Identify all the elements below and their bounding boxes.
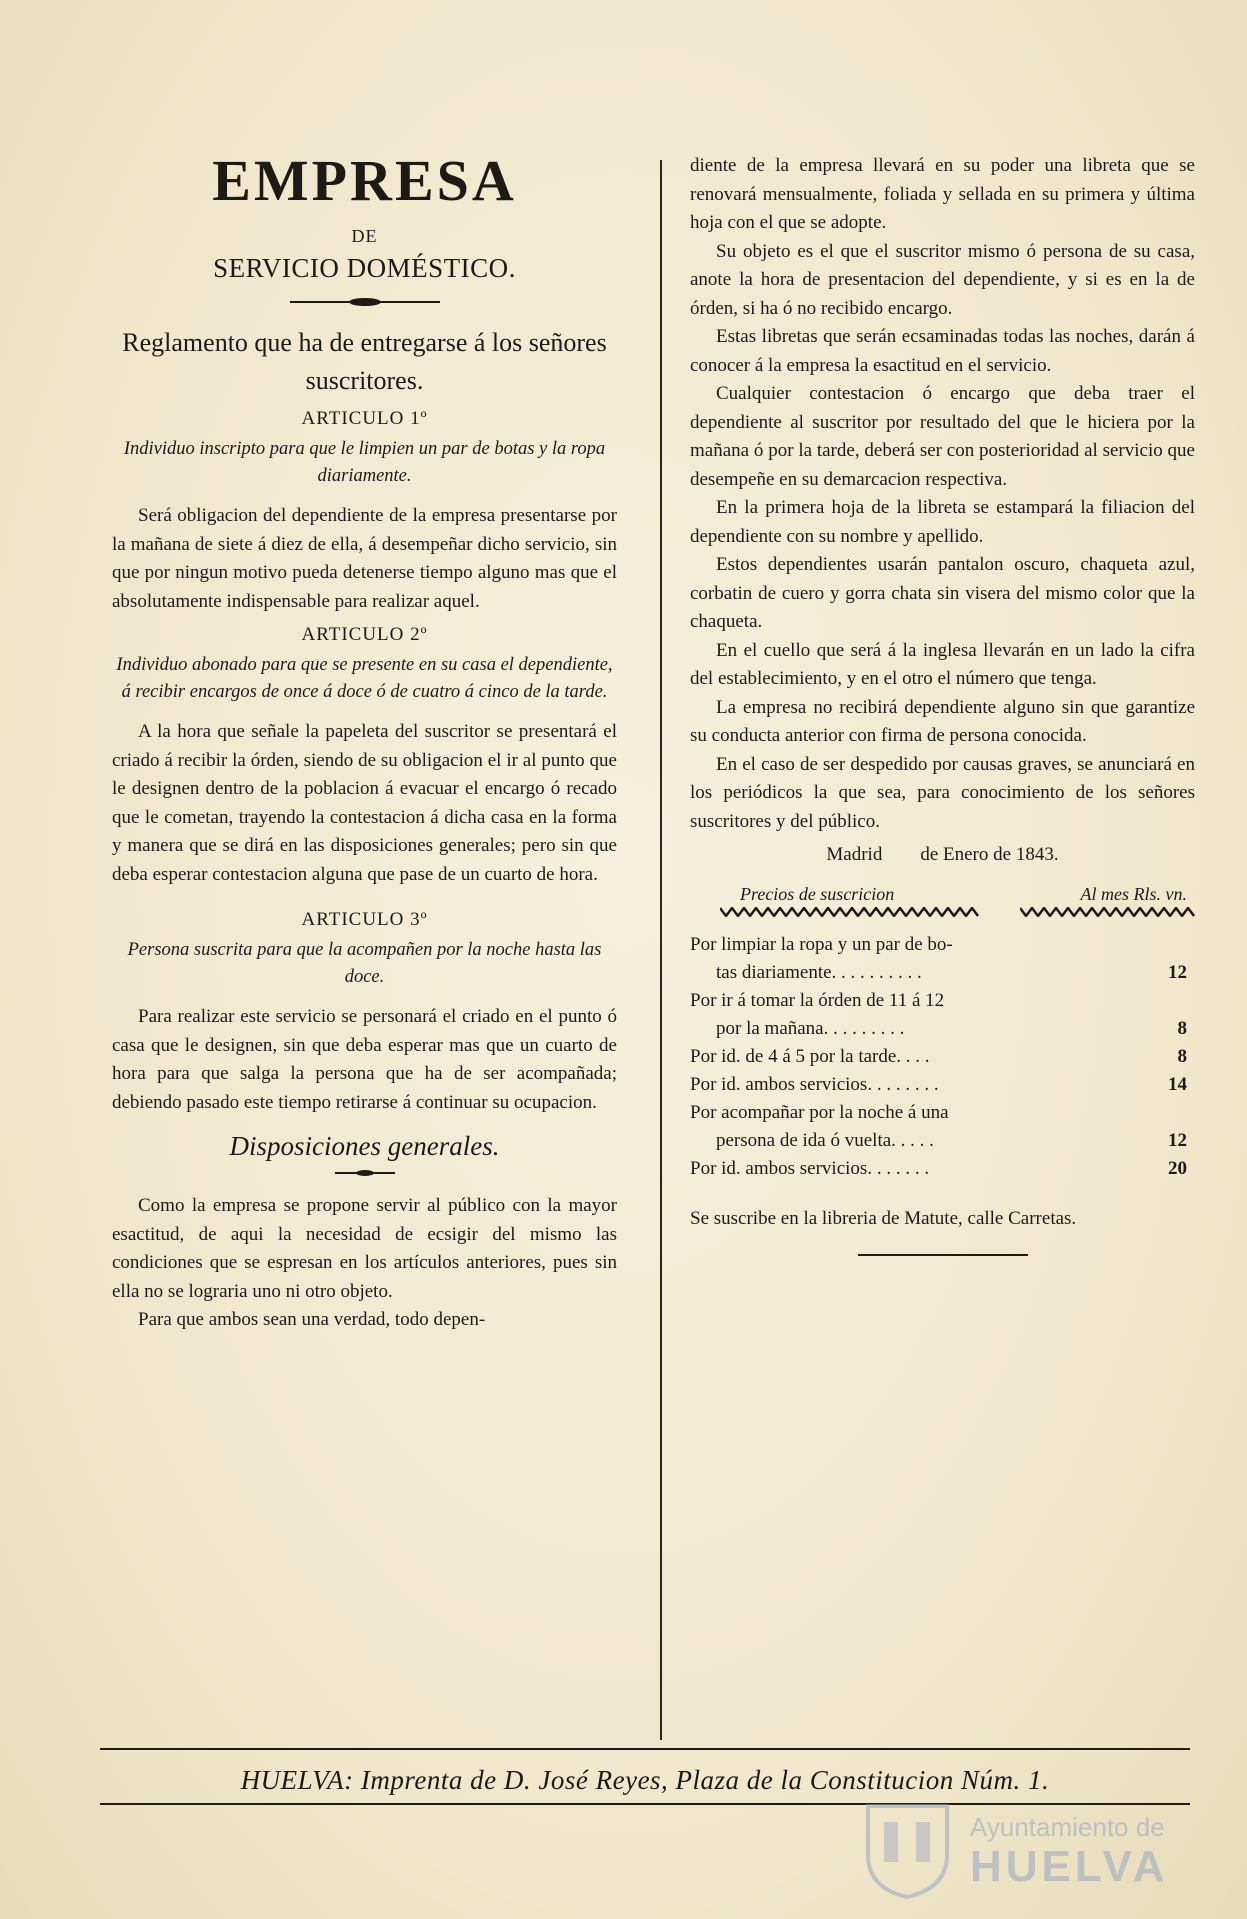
right-paragraph-2: Estas libretas que serán ecsaminadas todas las noches, darán á conocer á la empresa la esactitud en el servicio. <box>690 326 1195 376</box>
article-1-body: Será obligacion del dependiente de la empresa presentarse por la mañana de siete á diez de ella, á desempeñar dicho servicio, sin que por ningun motivo pueda detenerse tiempo alguno mas que el absolutamente indispensable para realizar aquel. <box>112 505 617 612</box>
general-provisions-title: Disposiciones generales. <box>229 1131 500 1161</box>
watermark-line1: Ayuntamiento de <box>970 1812 1165 1842</box>
price-row-1-line2: tas diariamente. . . . . . . . . . <box>716 962 922 983</box>
right-column <box>690 152 1195 1256</box>
ornament-divider <box>290 296 440 308</box>
price-row-4-line1: Por id. ambos servicios. . . . . . . . <box>690 1074 939 1095</box>
watermark-line2: HUELVA <box>970 1842 1169 1891</box>
zigzag-rules <box>690 907 1195 917</box>
article-2-body: A la hora que señale la papeleta del suscritor se presentará el criado á recibir la órden, siendo de su obligacion el ir al punto que le designen dentro de la poblacion á evacuar el encargo ó recado que le cometan, trayendo la contestacion á dicha casa en la forma y manera que se dirá en las disposiciones generales; pero sin que deba esperar contestacion alguna que pase de un cuarto de hora. <box>112 721 617 885</box>
article-2-heading: ARTICULO 2º <box>301 624 428 645</box>
closing-rule <box>858 1254 1028 1256</box>
archive-watermark <box>860 1800 1190 1900</box>
price-table-header <box>690 884 1195 905</box>
right-paragraph-8: En el caso de ser despedido por causas graves, se anunciará en los periódicos la que sea, para conocimiento de los señores suscritores y del público. <box>690 753 1195 832</box>
price-row <box>690 987 1195 1043</box>
price-row-4-value: 14 <box>1168 1074 1187 1095</box>
left-column <box>112 150 617 1335</box>
price-row <box>690 1099 1195 1155</box>
general-paragraph-1: Como la empresa se propone servir al público con la mayor esactitud, de aqui la necesidad de ecsigir del mismo las condiciones que se espresan en los artículos anteriores, pues sin ella no se lograria uno ni otro objeto. <box>112 1195 617 1302</box>
article-1-subheading: Individuo inscripto para que le limpien un par de botas y la ropa diariamente. <box>123 439 606 486</box>
price-row <box>690 1043 1195 1071</box>
price-row-1-value: 12 <box>1168 962 1187 983</box>
right-paragraph-6: En el cuello que será á la inglesa llevarán en un lado la cifra del establecimiento, y en el otro el número que tenga. <box>690 639 1195 689</box>
general-paragraph-2-start: Para que ambos sean una verdad, todo depen- <box>138 1309 486 1330</box>
price-row-5-line1: Por acompañar por la noche á una <box>690 1102 949 1123</box>
right-paragraph-1: Su objeto es el que el suscritor mismo ó persona de su casa, anote la hora de presentacion del dependiente, y si es en la de órden, si ha ó no recibido encargo. <box>690 240 1195 319</box>
price-row <box>690 1155 1195 1183</box>
masthead-title: EMPRESA <box>212 148 517 213</box>
price-row-6-line1: Por id. ambos servicios. . . . . . . <box>690 1158 930 1179</box>
price-row-2-line2: por la mañana. . . . . . . . . <box>716 1018 905 1039</box>
small-ornament <box>335 1168 395 1178</box>
imprint-line: HUELVA: Imprenta de D. José Reyes, Plaza de la Constitucion Núm. 1. <box>240 1765 1050 1795</box>
coat-of-arms-icon <box>860 1800 955 1900</box>
article-3-subheading: Persona suscrita para que la acompañen por la noche hasta las doce. <box>127 940 602 987</box>
price-row-6-value: 20 <box>1168 1158 1187 1179</box>
right-paragraph-4: En la primera hoja de la libreta se estampará la filiacion del dependiente con su nombre y apellido. <box>690 497 1195 547</box>
zigzag-rule-left <box>720 907 980 917</box>
zigzag-rule-right <box>1020 907 1195 917</box>
right-paragraph-0: diente de la empresa llevará en su poder una libreta que se renovará mensualmente, foliada y sellada en su primera y última hoja con el que se adopte. <box>690 155 1195 233</box>
masthead-de: DE <box>351 226 378 246</box>
article-1-heading: ARTICULO 1º <box>301 408 428 429</box>
price-header-right: Al mes Rls. vn. <box>1080 884 1187 904</box>
right-paragraph-5: Estos dependientes usarán pantalon oscuro, chaqueta azul, corbatin de cuero y gorra chata sin visera del mismo color que la chaqueta. <box>690 554 1195 632</box>
price-row <box>690 931 1195 987</box>
article-3-body: Para realizar este servicio se personará el criado en el punto ó casa que le designen, sin que deba esperar mas que un cuarto de hora para que salga la persona que ha de ser acompañada; debiendo pasado este tiempo retirarse á continuar su ocupacion. <box>112 1006 617 1113</box>
price-row-5-value: 12 <box>1168 1130 1187 1151</box>
price-row-1-line1: Por limpiar la ropa y un par de bo- <box>690 934 953 955</box>
date-line: Madrid de Enero de 1843. <box>826 844 1059 865</box>
price-row-3-line1: Por id. de 4 á 5 por la tarde. . . . <box>690 1046 930 1067</box>
price-row-3-value: 8 <box>1177 1046 1187 1067</box>
right-paragraph-7: La empresa no recibirá dependiente alguno sin que garantize su conducta anterior con firma de persona conocida. <box>690 696 1195 746</box>
price-row-5-line2: persona de ida ó vuelta. . . . . <box>716 1130 934 1151</box>
price-row <box>690 1071 1195 1099</box>
article-2-subheading: Individuo abonado para que se presente en su casa el dependiente, á recibir encargos de once á doce ó de cuatro á cinco de la tarde. <box>116 655 613 702</box>
price-header-left: Precios de suscricion <box>740 884 895 904</box>
footer-rule-top <box>100 1748 1190 1750</box>
column-divider <box>660 160 662 1740</box>
subscribe-line: Se suscribe en la libreria de Matute, calle Carretas. <box>690 1208 1077 1229</box>
reglamento-title: Reglamento que ha de entregarse á los señores suscritores. <box>122 328 607 395</box>
price-row-2-line1: Por ir á tomar la órden de 11 á 12 <box>690 990 945 1011</box>
article-3-heading: ARTICULO 3º <box>301 909 428 930</box>
price-row-2-value: 8 <box>1177 1018 1187 1039</box>
masthead-subtitle: SERVICIO DOMÉSTICO. <box>213 253 516 283</box>
right-paragraph-3: Cualquier contestacion ó encargo que deba traer el dependiente al suscritor por resultado del que le hiciera por la mañana ó por la tarde, deberá ser con posterioridad al servicio que desempeñe en su demarcacion respectiva. <box>690 383 1195 490</box>
